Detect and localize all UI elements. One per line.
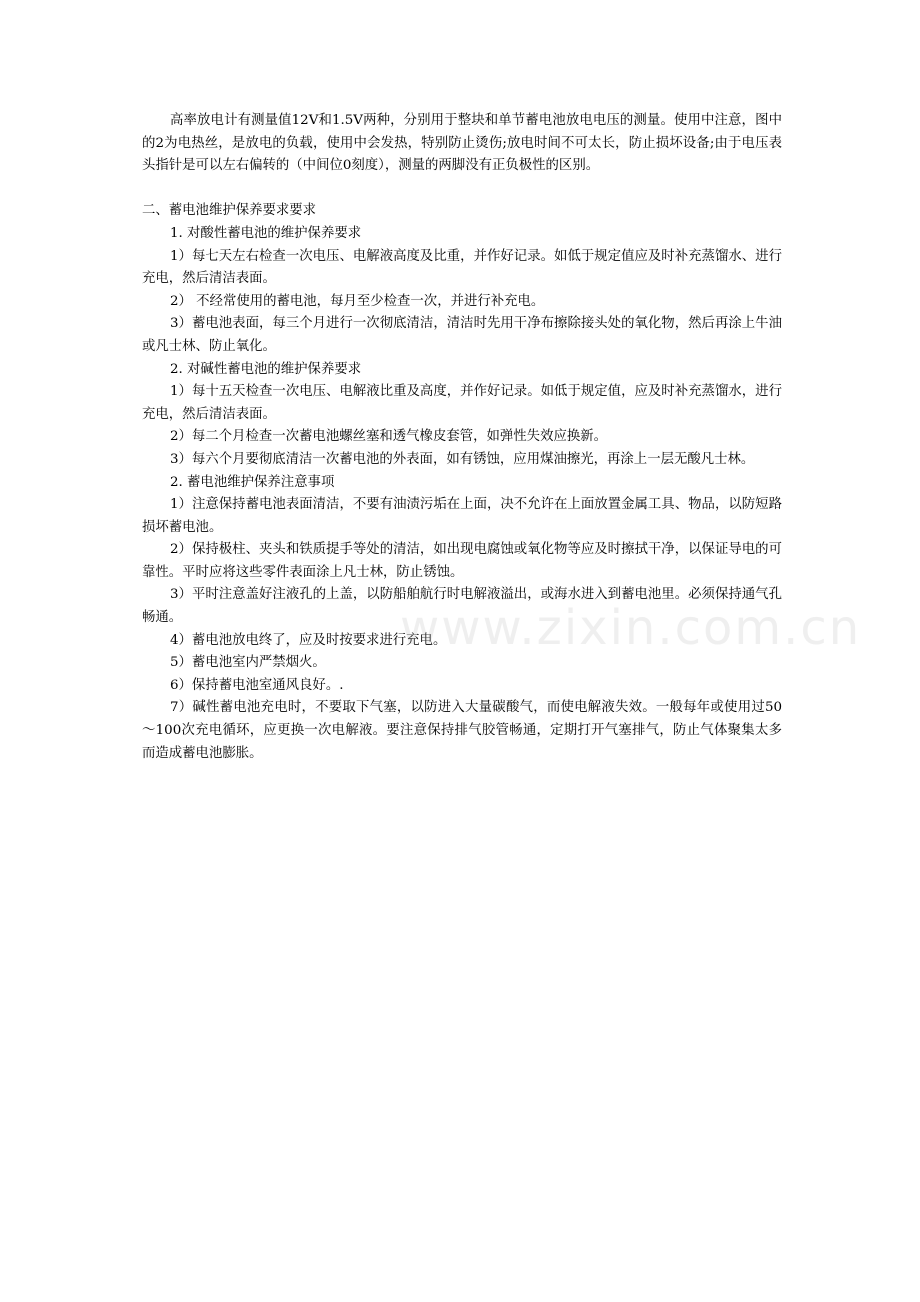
section-heading: 二、蓄电池维护保养要求要求: [142, 203, 317, 219]
list-item: 4）蓄电池放电终了，应及时按要求进行充电。: [170, 632, 447, 648]
document-body: [142, 110, 782, 765]
list-item: 1）每十五天检查一次电压、电解液比重及高度，并作好记录。如低于规定值，应及时补充蒸馏水，进行充电，然后清洁表面。: [142, 384, 782, 422]
list-item: 1）注意保持蓄电池表面清洁，不要有油渍污垢在上面，决不允许在上面放置金属工具、物品，以防短路损坏蓄电池。: [142, 497, 782, 535]
list-item: 3）蓄电池表面，每三个月进行一次彻底清洁，清洁时先用干净布擦除接头处的氧化物，然后再涂上牛油或凡士林、防止氧化。: [142, 316, 782, 354]
list-item: 3）每六个月要彻底清洁一次蓄电池的外表面，如有锈蚀，应用煤油擦光，再涂上一层无酸凡士林。: [170, 451, 755, 467]
subsection-heading-precautions: 2. 蓄电池维护保养注意事项: [170, 474, 335, 490]
list-item: 2）保持极柱、夹头和铁质提手等处的清洁，如出现电腐蚀或氧化物等应及时擦拭干净，以保证导电的可靠性。平时应将这些零件表面涂上凡士林，防止锈蚀。: [142, 542, 782, 580]
list-item: 1）每七天左右检查一次电压、电解液高度及比重，并作好记录。如低于规定值应及时补充蒸馏水、进行充电，然后清洁表面。: [142, 248, 782, 287]
list-item: 6）保持蓄电池室通风良好。.: [170, 677, 344, 693]
list-item: 7）碱性蓄电池充电时，不要取下气塞，以防进入大量碳酸气，而使电解液失效。一般每年或使用过50～100次充电循环，应更换一次电解液。要注意保持排气胶管畅通，定期打开气塞排气，防止气体聚集太多而造成蓄电池膨胀。: [142, 700, 782, 761]
paragraph-spacer: [142, 178, 782, 201]
list-item: 2）每二个月检查一次蓄电池螺丝塞和透气橡皮套管，如弹性失效应换新。: [170, 429, 608, 445]
watermark: www.zixin.com.cn: [400, 600, 862, 656]
subsection-heading-acid: 1. 对酸性蓄电池的维护保养要求: [170, 225, 362, 241]
subsection-heading-alkaline: 2. 对碱性蓄电池的维护保养要求: [170, 361, 362, 377]
list-item: 2） 不经常使用的蓄电池，每月至少检查一次，并进行补充电。: [170, 293, 545, 309]
list-item: 5）蓄电池室内严禁烟火。: [170, 655, 326, 671]
paragraph-intro: 高率放电计有测量值12V和1.5V两种，分别用于整块和单节蓄电池放电电压的测量。使用中注意，图中的2为电热丝，是放电的负载，使用中会发热，特别防止烫伤;放电时间不可太长，防止损坏设备;由于电压表头指针是可以左右偏转的（中间位0刻度），测量的两脚没有正负极性的区别。: [142, 113, 782, 174]
list-item: 3）平时注意盖好注液孔的上盖，以防船舶航行时电解液溢出，或海水进入到蓄电池里。必须保持通气孔畅通。: [142, 587, 782, 626]
